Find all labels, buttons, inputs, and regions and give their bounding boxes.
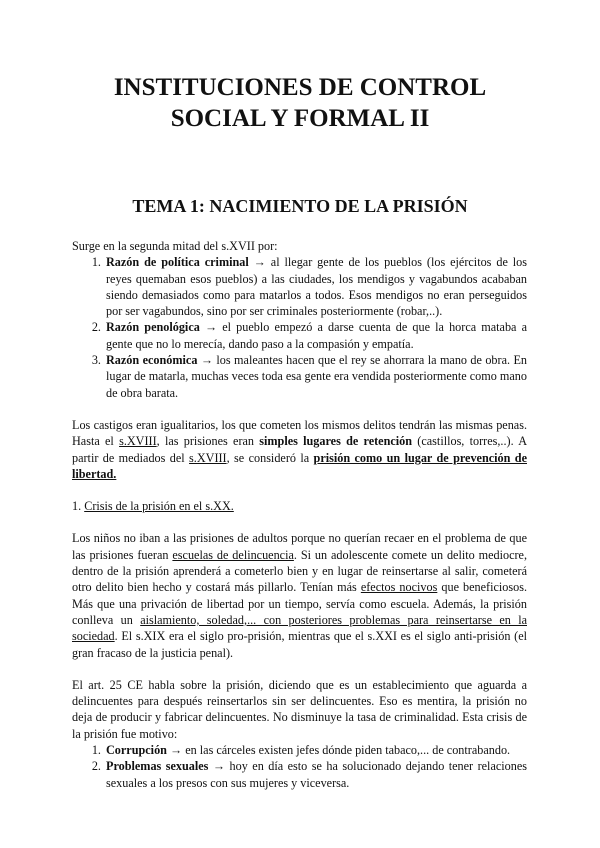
text-run: simples lugares de retención bbox=[259, 434, 413, 449]
text-run: que beneficiosos. Más que una privación de libertad por un tiempo, servía como escuela. Además, la prisión conlleva un bbox=[72, 580, 527, 627]
text-run: . Si un adolescente comete un delito mediocre, dentro de la prisión aprenderá a cometerlo bien y en lugar de reinsertarse al salir, cometerá otro delito bien hecho y costará más pillarlo. Tenían más bbox=[72, 547, 527, 595]
section-number: 1. bbox=[72, 499, 85, 514]
list-item bbox=[104, 352, 527, 401]
item-text: → al llegar gente de los pueblos (los ejércitos de los reyes quemaban esos pueblos) a las ciudades, los mendigos y vagabundos acababan siendo demasiados como para matarlos a todos. Esos mendigos no eran perseguidos por ser vagabundos, sino por ser criminales posteriormente (robar,..). bbox=[106, 255, 527, 319]
text-run: efectos nocivos bbox=[360, 580, 438, 595]
document-body bbox=[72, 238, 527, 791]
paragraph-ninos bbox=[72, 530, 527, 660]
item-text: → los maleantes hacen que el rey se ahorrara la mano de obra. En lugar de matarla, muchas veces toda esa gente era vendida posteriormente como mano de obra barata. bbox=[106, 353, 527, 400]
chapter-heading: TEMA 1: NACIMIENTO DE LA PRISIÓN bbox=[132, 196, 468, 216]
item-label: Problemas sexuales bbox=[106, 759, 209, 774]
text-run: s.XVIII bbox=[119, 434, 157, 449]
list-item bbox=[104, 758, 527, 791]
paragraph-castigos bbox=[72, 417, 527, 482]
item-label: Corrupción bbox=[106, 743, 167, 758]
item-label: Razón penológica bbox=[106, 320, 200, 335]
item-text: → hoy en día esto se ha solucionado dejando tener relaciones sexuales a los presos con sus mujeres y viceversa. bbox=[106, 759, 527, 790]
motives-list bbox=[72, 742, 527, 791]
section-title: Crisis de la prisión en el s.XX. bbox=[84, 499, 234, 514]
list-item bbox=[104, 254, 527, 319]
item-text: → el pueblo empezó a darse cuenta de que la horca mataba a gente que no lo merecía, dando paso a la compasión y empatía. bbox=[106, 320, 527, 351]
text-run: aislamiento, soledad,... con posteriores problemas para reinsertarse en la sociedad bbox=[72, 612, 527, 644]
title-line-2: SOCIAL Y FORMAL II bbox=[170, 105, 430, 132]
text-run: Los castigos eran igualitarios, los que cometen los mismos delitos tendrán las mismas penas. Hasta el bbox=[72, 417, 527, 449]
text-run: , las prisiones eran bbox=[156, 434, 260, 449]
text-run: prisión como un lugar de prevención de libertad. bbox=[72, 450, 527, 481]
list-item bbox=[104, 742, 527, 758]
text-run: Los niños no iban a las prisiones de adultos porque no querían recaer en el problema de que las prisiones fueran bbox=[72, 531, 527, 562]
section-heading bbox=[72, 498, 527, 514]
text-run: escuelas de delincuencia bbox=[172, 547, 294, 562]
text-run: . El s.XIX era el siglo pro-prisión, mientras que el s.XXI es el siglo anti-prisión (el gran fracaso de la justicia penal). bbox=[72, 629, 527, 660]
paragraph-art25: El art. 25 CE habla sobre la prisión, diciendo que es un establecimiento que aguarda a delincuentes para después reinsertarlos sin ser delincuentes. Eso es mentira, la prisión no deja de producir y fabricar delincuentes. No disminuye la tasa de criminalidad. Esta crisis de la prisión fue motivo: bbox=[72, 677, 527, 741]
reasons-list bbox=[72, 254, 527, 401]
item-label: Razón económica bbox=[106, 353, 198, 368]
text-run: s.XVIII bbox=[189, 450, 227, 465]
item-label: Razón de política criminal bbox=[106, 255, 249, 270]
title-line-1: INSTITUCIONES DE CONTROL bbox=[113, 74, 487, 101]
text-run: , se consideró la bbox=[226, 450, 314, 465]
list-item bbox=[104, 319, 527, 352]
item-text: → en las cárceles existen jefes dónde piden tabaco,... de contrabando. bbox=[166, 743, 511, 758]
intro-text: Surge en la segunda mitad del s.XVII por: bbox=[72, 239, 278, 253]
text-run: (castillos, torres,..). A partir de mediados del bbox=[72, 434, 527, 465]
document-title bbox=[60, 72, 540, 134]
